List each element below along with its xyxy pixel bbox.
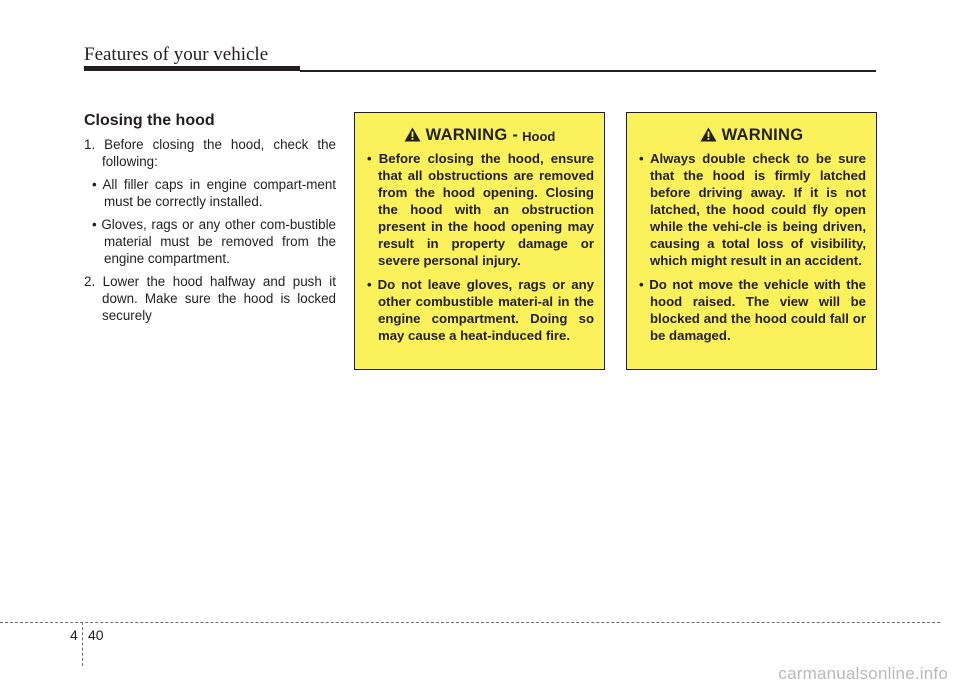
warning-list bbox=[627, 150, 876, 344]
warning-box-latch bbox=[626, 112, 877, 370]
bullet-1: • All filler caps in engine compart-ment must be correctly installed. bbox=[92, 177, 336, 209]
page-section-number: 4 bbox=[70, 627, 78, 643]
header-bar-thick bbox=[84, 66, 300, 71]
warning-header bbox=[627, 123, 876, 145]
warning-item: • Do not leave gloves, rags or any other combustible materi-al in the engine compartment. Doing so may cause a heat-induced fire. bbox=[367, 277, 594, 343]
step-2: 2. Lower the hood halfway and push it down. Make sure the hood is locked securely bbox=[84, 274, 336, 323]
page-number: 40 bbox=[88, 627, 104, 643]
warning-header bbox=[355, 123, 604, 145]
step-1: 1. Before closing the hood, check the following: bbox=[84, 137, 336, 169]
warning-subtitle: Hood bbox=[522, 129, 556, 144]
warning-triangle-icon bbox=[404, 127, 421, 142]
closing-hood-section bbox=[84, 112, 336, 330]
footer-divider bbox=[82, 622, 83, 666]
header-title: Features of your vehicle bbox=[84, 44, 269, 65]
header-bar-thin bbox=[300, 70, 876, 72]
warning-item: • Before closing the hood, ensure that all obstructions are removed from the hood opening. Closing the hood with an obstruction present in the hood opening may result in property damage or severe personal injury. bbox=[367, 151, 594, 268]
warning-box-hood bbox=[354, 112, 605, 370]
warning-title: WARNING bbox=[721, 126, 804, 144]
warning-item: • Do not move the vehicle with the hood raised. The view will be blocked and the hood could fall or be damaged. bbox=[639, 277, 866, 343]
watermark: carmanualsonline.info bbox=[778, 664, 948, 683]
section-title: Closing the hood bbox=[84, 112, 215, 129]
warning-item: • Always double check to be sure that the hood is firmly latched before driving away. If it is not latched, the hood could fly open while the vehi-cle is being driven, causing a total loss of visibility, which might result in an accident. bbox=[639, 151, 866, 268]
warning-list bbox=[355, 150, 604, 344]
bullet-2: • Gloves, rags or any other com-bustible material must be removed from the engine compartment. bbox=[92, 217, 336, 266]
warning-title: WARNING - bbox=[425, 126, 519, 144]
footer-rule bbox=[0, 622, 940, 623]
warning-triangle-icon bbox=[700, 127, 717, 142]
